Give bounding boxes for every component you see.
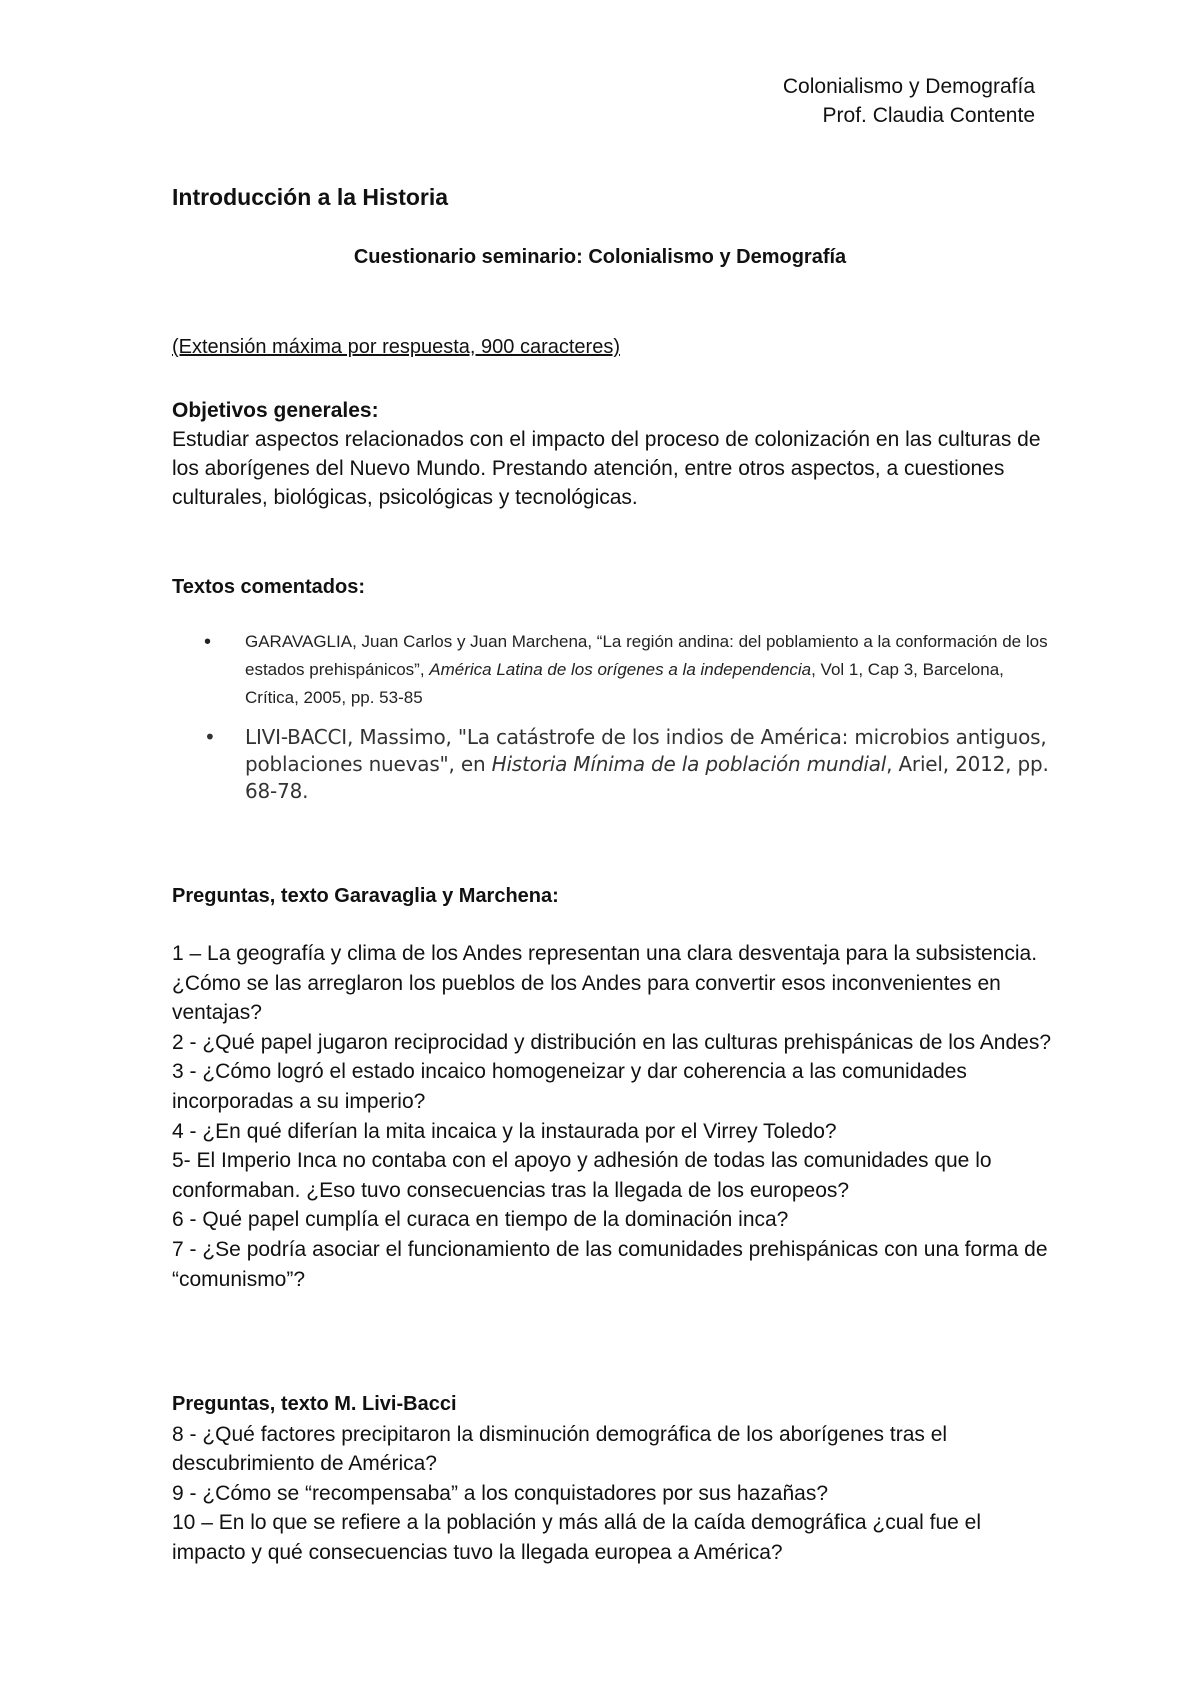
bullet-icon: • bbox=[204, 631, 212, 653]
reference-book-title: América Latina de los orígenes a la independencia bbox=[429, 660, 812, 679]
objectives-text: Estudiar aspectos relacionados con el impacto del proceso de colonización en las culturas de los aborígenes del Nuevo Mundo. Prestando atención, entre otros aspectos, a cuestiones culturales, biológicas, psicológicas y tecnológicas. bbox=[172, 428, 1041, 509]
texts-heading: Textos comentados: bbox=[172, 576, 365, 598]
question-item: 2 - ¿Qué papel jugaron reciprocidad y distribución en las culturas prehispánicas de los Andes? bbox=[172, 1030, 1052, 1054]
course-name: Colonialismo y Demografía bbox=[782, 75, 1035, 98]
reference-item bbox=[172, 724, 1052, 805]
extension-note: (Extensión máxima por respuesta, 900 caracteres) bbox=[172, 336, 620, 358]
question-item: 8 - ¿Qué factores precipitaron la disminución demográfica de los aborígenes tras el descubrimiento de América? bbox=[172, 1422, 948, 1476]
reference-list bbox=[172, 628, 1052, 805]
objectives-block bbox=[172, 396, 1052, 512]
question-item: 5- El Imperio Inca no contaba con el apoyo y adhesión de todas las comunidades que lo conformaban. ¿Eso tuvo consecuencias tras la llegada de los europeos? bbox=[172, 1149, 992, 1202]
question-item: 10 – En lo que se refiere a la población y más allá de la caída demográfica ¿cual fue el impacto y qué consecuencias tuvo la llegada europea a América? bbox=[172, 1511, 981, 1564]
reference-book-title: Historia Mínima de la población mundial bbox=[491, 752, 887, 776]
question-item: 9 - ¿Cómo se “recompensaba” a los conquistadores por sus hazañas? bbox=[172, 1481, 829, 1505]
document-subtitle: Cuestionario seminario: Colonialismo y Demografía bbox=[353, 246, 847, 268]
question-item: 7 - ¿Se podría asociar el funcionamiento de las comunidades prehispánicas con una forma de “comunismo”? bbox=[172, 1237, 1048, 1291]
question-item: 3 - ¿Cómo logró el estado incaico homogeneizar y dar coherencia a las comunidades incorporadas a su imperio? bbox=[172, 1060, 967, 1113]
reference-item bbox=[172, 628, 1052, 712]
document-title: Introducción a la Historia bbox=[172, 184, 449, 210]
page-header bbox=[783, 72, 1035, 130]
bullet-icon: • bbox=[204, 725, 216, 749]
section1-heading: Preguntas, texto Garavaglia y Marchena: bbox=[172, 885, 559, 907]
section2-heading: Preguntas, texto M. Livi-Bacci bbox=[172, 1393, 457, 1415]
objectives-heading: Objetivos generales: bbox=[172, 399, 379, 422]
reference-details: , Vol 1, Cap 3, Barcelona, Crítica, 2005, pp. 53-85 bbox=[245, 660, 1004, 707]
reference-text: GARAVAGLIA, Juan Carlos y Juan Marchena, “La región andina: del poblamiento a la conformación de los estados prehispánicos”, bbox=[245, 632, 1048, 679]
reference-text: LIVI-BACCI, Massimo, "La catástrofe de los indios de América: microbios antiguos, poblaciones nuevas", en bbox=[245, 725, 1047, 776]
section2 bbox=[172, 1390, 1052, 1568]
professor-name: Prof. Claudia Contente bbox=[822, 104, 1035, 127]
section1-questions bbox=[172, 939, 1052, 1294]
question-item: 6 - Qué papel cumplía el curaca en tiempo de la dominación inca? bbox=[172, 1208, 789, 1232]
reference-details: , Ariel, 2012, pp. 68-78. bbox=[245, 752, 1049, 803]
question-item: 4 - ¿En qué diferían la mita incaica y la instaurada por el Virrey Toledo? bbox=[172, 1119, 837, 1143]
question-item: 1 – La geografía y clima de los Andes representan una clara desventaja para la subsistencia. ¿Cómo se las arreglaron los pueblos de los Andes para convertir esos inconvenientes en ventajas? bbox=[172, 942, 1038, 1025]
